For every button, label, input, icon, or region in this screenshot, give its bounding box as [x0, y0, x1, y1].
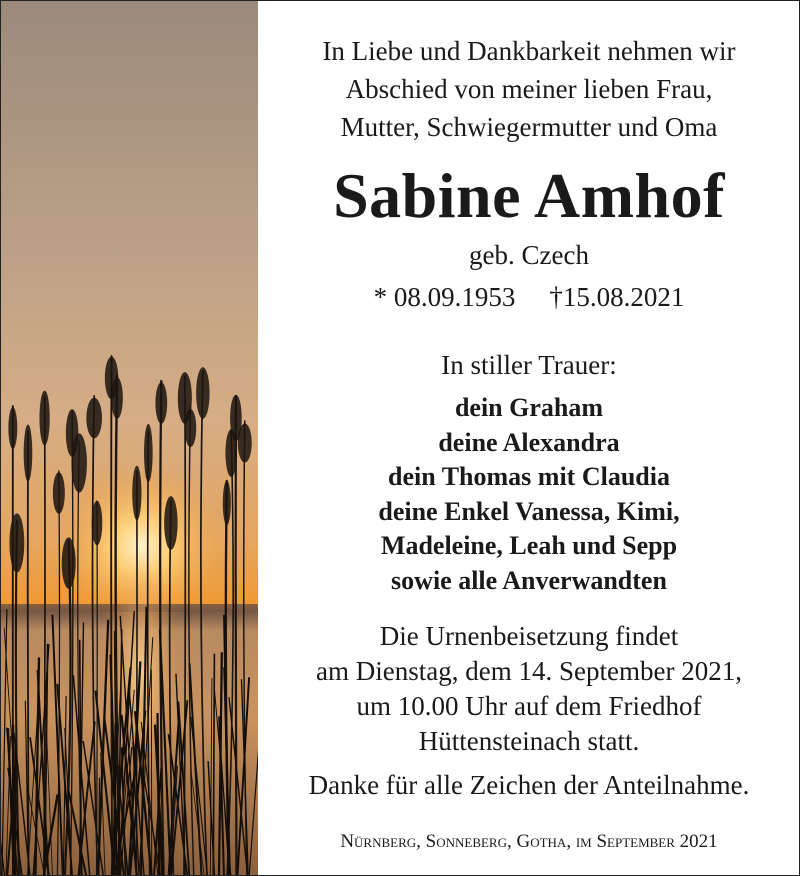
- burial-line: Die Urnenbeisetzung findet: [379, 621, 679, 651]
- intro-line: Mutter, Schwiegermutter und Oma: [340, 112, 718, 142]
- mourner-line: deine Enkel Vanessa, Kimi,: [378, 496, 680, 526]
- sunset-reeds-image: [1, 1, 258, 875]
- grass-blade: [213, 654, 214, 875]
- intro-line: Abschied von meiner lieben Frau,: [345, 74, 713, 104]
- mourning-title: In stiller Trauer:: [441, 350, 617, 380]
- reed-plume: [86, 398, 102, 439]
- deceased-name: Sabine Amhof: [333, 160, 725, 231]
- thanks-line: Danke für alle Zeichen der Anteilnahme.: [308, 770, 750, 800]
- obituary-text: [259, 1, 799, 875]
- mourner-line: dein Graham: [454, 393, 604, 422]
- maiden-name: geb. Czech: [469, 240, 589, 270]
- mourner-line: dein Thomas mit Claudia: [388, 462, 670, 491]
- intro-line: In Liebe und Dankbarkeit nehmen wir: [322, 36, 736, 66]
- mourner-line: Madeleine, Leah und Sepp: [380, 531, 678, 560]
- reed-plume: [238, 423, 252, 462]
- reed-plume: [164, 496, 177, 550]
- place-date-text: Nürnberg, Sonneberg, Gotha, im September 2021: [340, 831, 718, 852]
- reed-stem: [236, 396, 237, 875]
- reed-stem: [96, 501, 97, 875]
- reed-plume: [39, 391, 49, 446]
- life-dates: [259, 279, 799, 315]
- reed-plume: [132, 466, 141, 521]
- place-date-line: [259, 830, 799, 855]
- reed-plume: [24, 424, 33, 481]
- reed-plume: [8, 407, 17, 449]
- reed-plume: [111, 377, 123, 419]
- mourner-line: sowie alle Anverwandten: [391, 565, 667, 595]
- reed-plume: [223, 481, 231, 526]
- reed-plume: [185, 409, 197, 447]
- intro-text: [259, 32, 799, 146]
- reed-plume: [144, 424, 153, 482]
- burial-line: am Dienstag, dem 14. September 2021,: [316, 656, 742, 686]
- burial-notice: [259, 619, 799, 759]
- birth-date: * 08.09.1953: [373, 282, 516, 312]
- reed-plume: [71, 433, 87, 492]
- sunset-reeds-photo: [1, 1, 258, 875]
- mourners-list: [259, 391, 799, 598]
- reed-plume: [196, 367, 209, 419]
- reed-plume: [62, 537, 76, 588]
- burial-line: um 10.00 Uhr auf dem Friedhof: [356, 691, 702, 721]
- grass-blade: [99, 778, 100, 875]
- burial-line: Hüttensteinach statt.: [418, 726, 640, 756]
- mourner-line: deine Alexandra: [438, 427, 620, 457]
- death-date: †15.08.2021: [549, 282, 685, 312]
- reed-plume: [9, 513, 24, 572]
- reed-plume: [53, 472, 65, 514]
- reed-plume: [155, 382, 167, 424]
- reed-stem: [111, 356, 112, 875]
- reed-plume: [92, 501, 103, 546]
